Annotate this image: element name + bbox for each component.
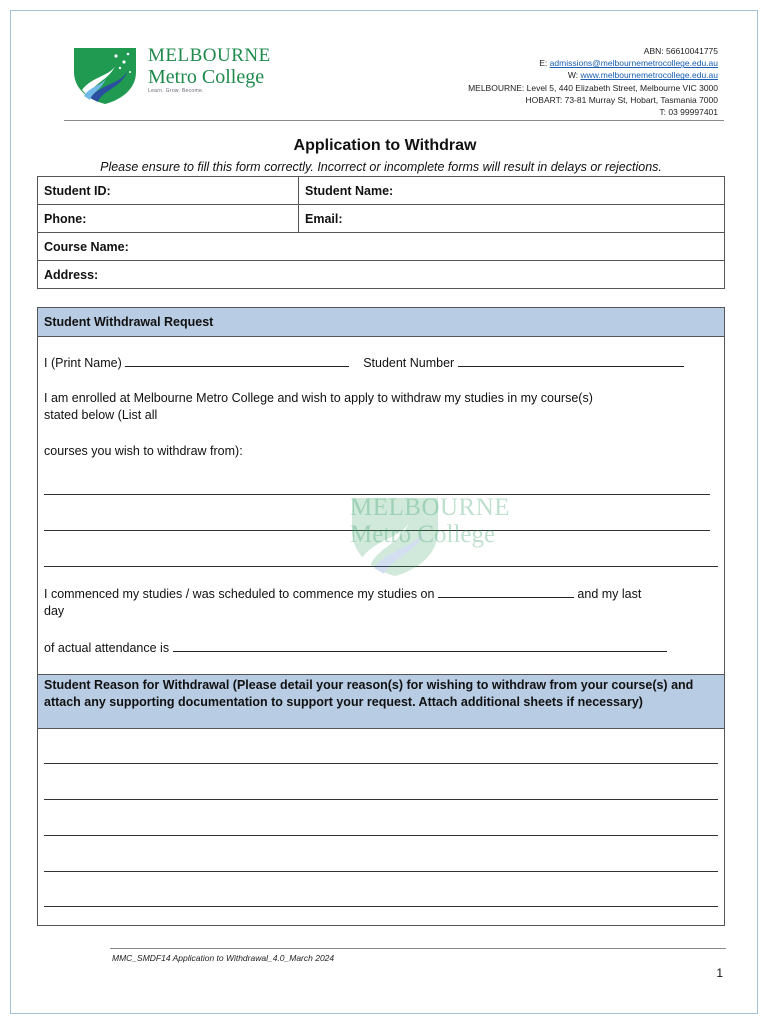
logo-line1: MELBOURNE (148, 45, 271, 66)
print-name-input[interactable] (125, 354, 349, 367)
email-line (468, 57, 718, 69)
document-reference: MMC_SMDF14 Application to Withdrawal_4.0_March 2024 (112, 953, 335, 963)
hobart-address: HOBART: 73-81 Murray St, Hobart, Tasmania 7000 (525, 94, 718, 105)
commenced-text-2: and my last (577, 587, 642, 601)
course-name-field[interactable]: Course Name: (38, 233, 725, 261)
watermark-line1: MELBOURNE (350, 494, 511, 521)
student-name-field[interactable]: Student Name: (299, 177, 725, 205)
courses-text: courses you wish to withdraw from): (44, 444, 243, 458)
student-number-label: Student Number (363, 356, 455, 370)
commenced-text-3: day (44, 604, 65, 618)
logo-line2: Metro College (148, 66, 265, 88)
commenced-line (44, 585, 641, 603)
email-prefix: E: (539, 58, 548, 69)
reason-line-5[interactable] (44, 906, 718, 907)
header-divider (64, 120, 724, 121)
student-id-field[interactable]: Student ID: (38, 177, 299, 205)
phone-field[interactable]: Phone: (38, 205, 299, 233)
footer-divider (110, 948, 726, 949)
withdrawal-request-heading: Student Withdrawal Request (38, 308, 724, 337)
watermark-line2: Metro College (350, 521, 496, 548)
commenced-text-1: I commenced my studies / was scheduled to commence my studies on (44, 587, 435, 601)
student-number-input[interactable] (458, 354, 684, 367)
enrolled-text-1: I am enrolled at Melbourne Metro College and wish to apply to withdraw my studies in my course(s) (44, 391, 593, 405)
withdrawal-request-section (37, 307, 725, 926)
phone-number: T: 03 99997401 (659, 107, 718, 118)
email-field[interactable]: Email: (299, 205, 725, 233)
contact-block (468, 45, 718, 118)
form-subtitle: Please ensure to fill this form correctly. Incorrect or incomplete forms will result in delays or rejections. (100, 160, 662, 174)
attendance-text: of actual attendance is (44, 641, 170, 655)
web-prefix: W: (567, 70, 579, 81)
address-field[interactable]: Address: (38, 261, 725, 289)
commence-date-input[interactable] (438, 585, 574, 598)
reason-line-2[interactable] (44, 799, 718, 800)
logo-tagline: Learn. Grow. Become. (148, 88, 204, 94)
last-attendance-input[interactable] (173, 639, 667, 652)
form-title: Application to Withdraw (293, 137, 477, 154)
attendance-line (44, 639, 667, 657)
student-info-table (37, 176, 725, 289)
enrolled-text-2: stated below (List all (44, 408, 158, 422)
print-name-line (44, 354, 684, 372)
reason-line-1[interactable] (44, 763, 718, 764)
reason-heading: Student Reason for Withdrawal (Please detail your reason(s) for wishing to withdraw from your course(s) and attach any supporting documentation to support your request. Attach additional sheets if necessary) (38, 674, 724, 729)
reason-line-4[interactable] (44, 871, 718, 872)
page-number: 1 (716, 966, 723, 980)
melbourne-address: MELBOURNE: Level 5, 440 Elizabeth Street, Melbourne VIC 3000 (468, 82, 718, 93)
email-link[interactable]: admissions@melbournemetrocollege.edu.au (549, 58, 718, 69)
website-line (468, 69, 718, 81)
print-name-label: I (Print Name) (44, 356, 122, 370)
watermark-wordmark (350, 495, 510, 549)
abn-text: ABN: 56610041775 (643, 46, 718, 56)
website-link[interactable]: www.melbournemetrocollege.edu.au (580, 70, 718, 81)
logo-wordmark (148, 46, 271, 88)
reason-line-3[interactable] (44, 835, 718, 836)
